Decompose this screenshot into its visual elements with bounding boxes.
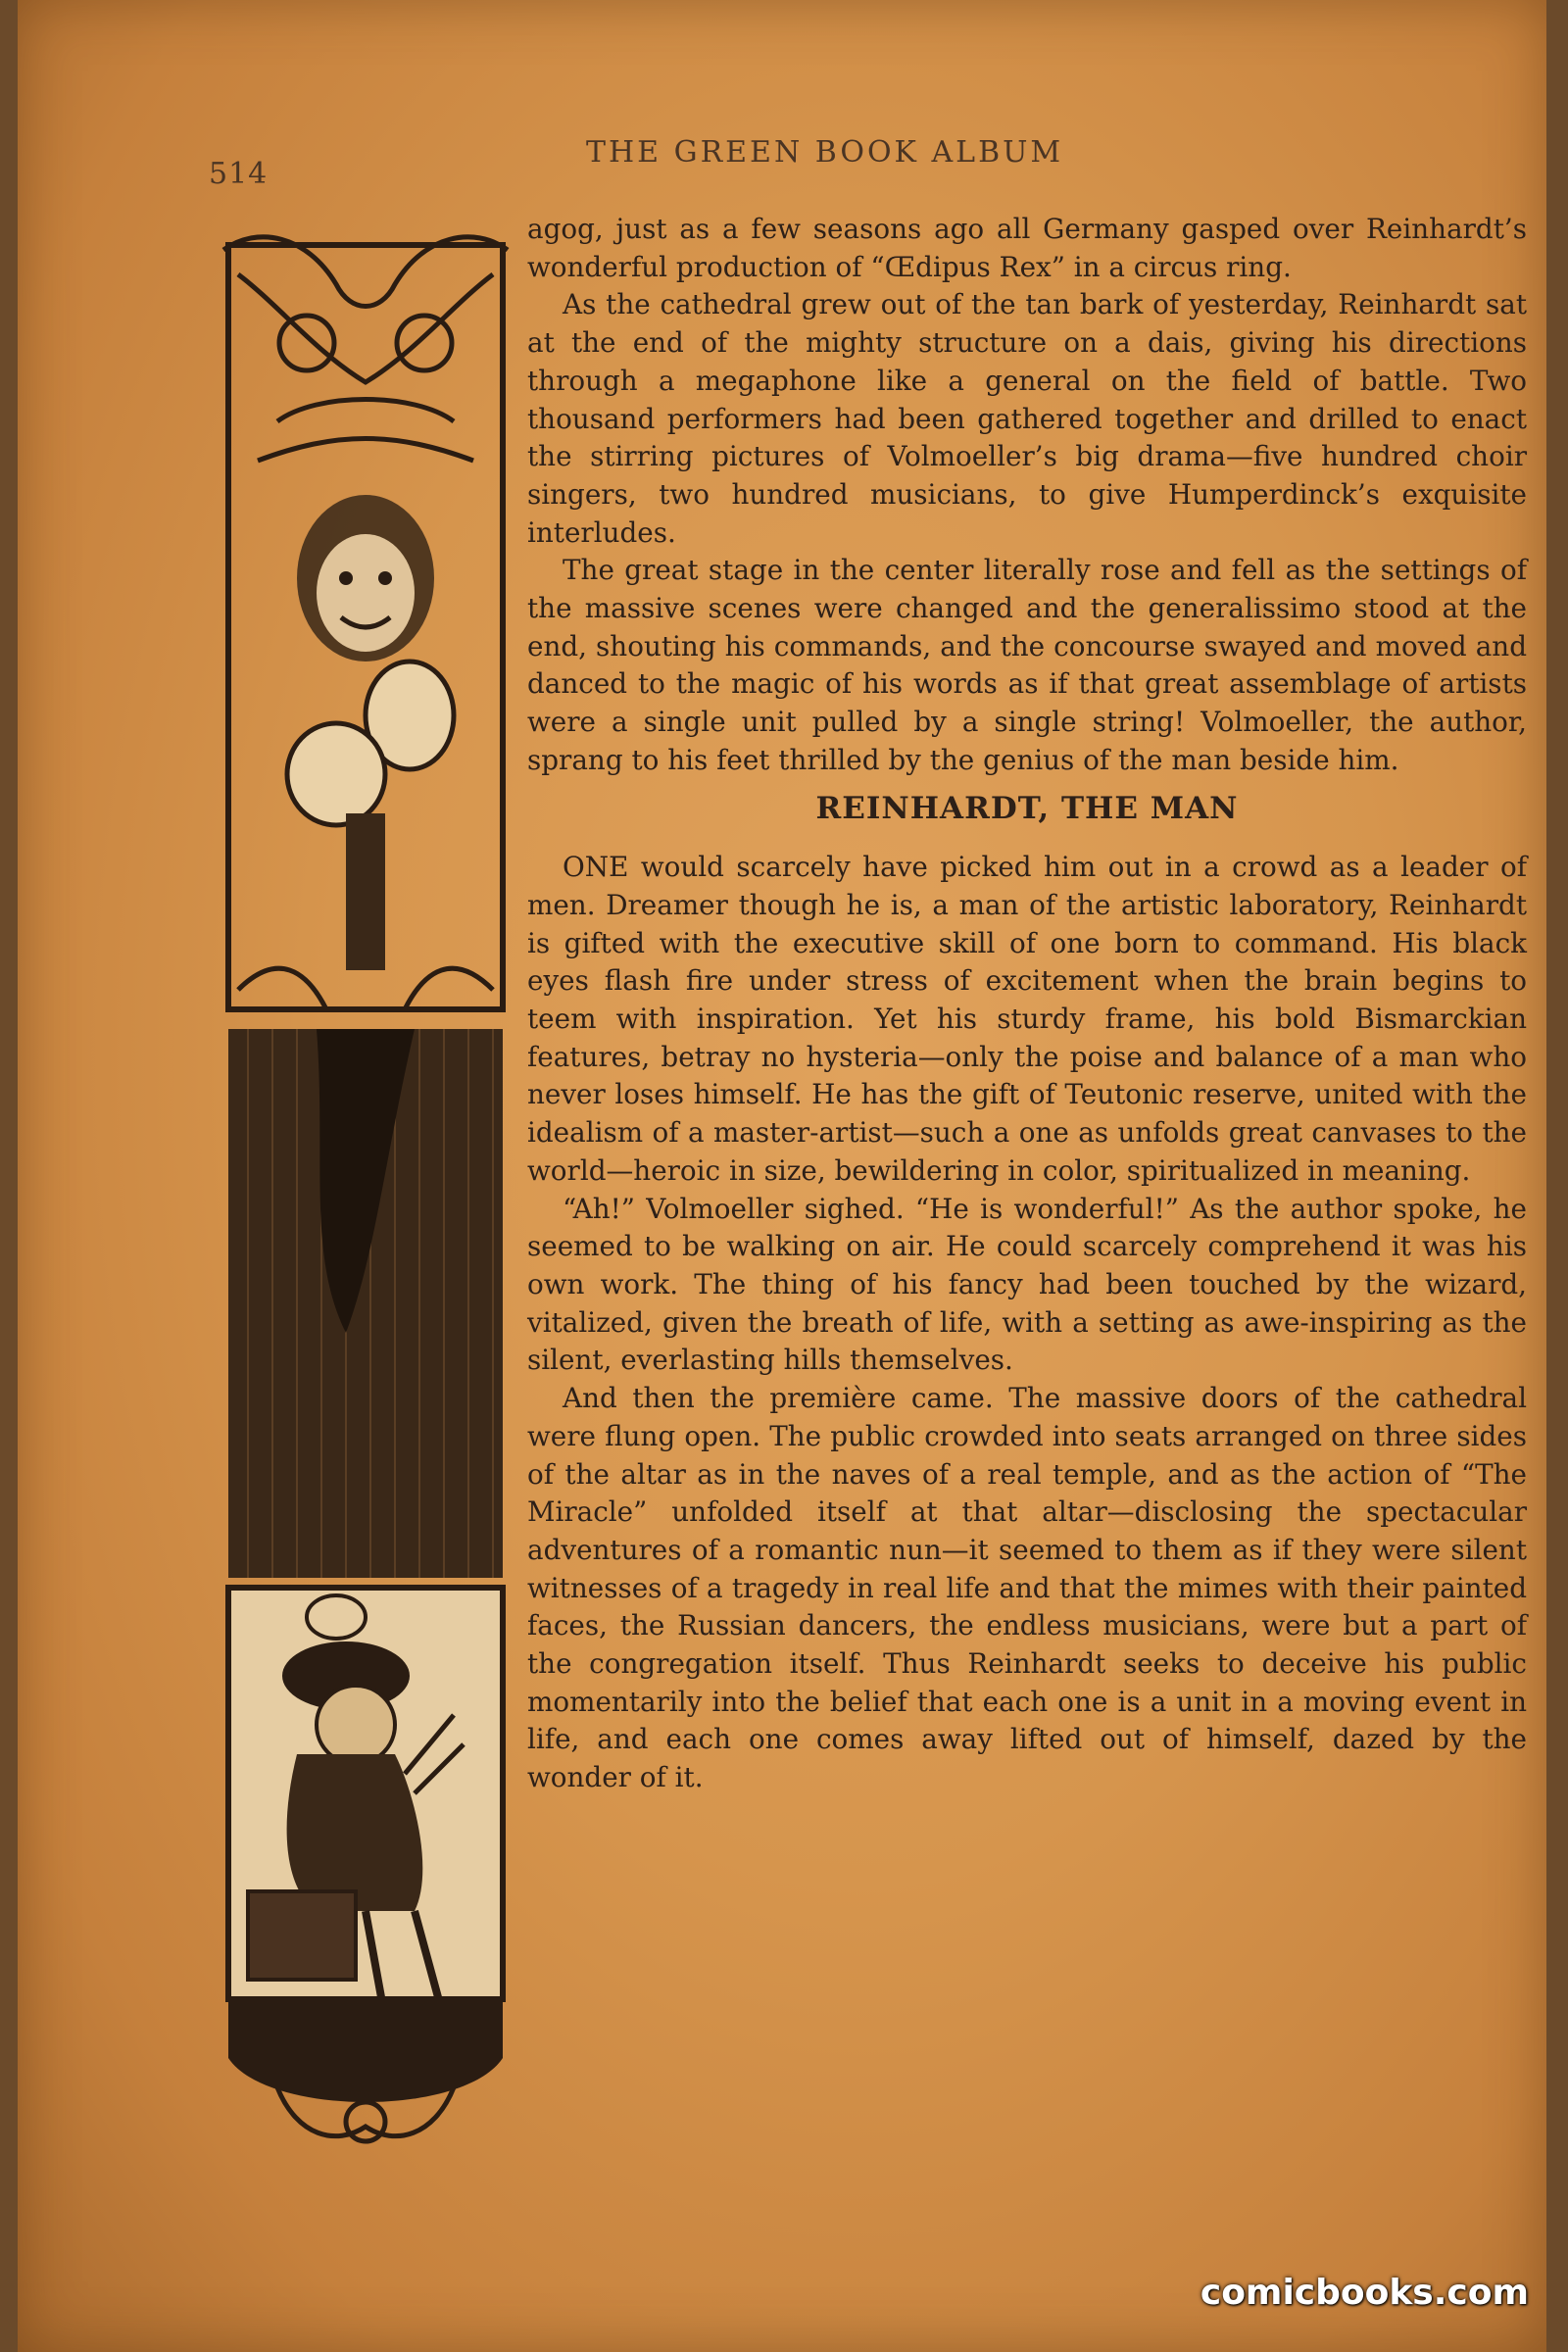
section-heading: REINHARDT, THE MAN: [815, 790, 1239, 826]
article-text: [527, 211, 1527, 1797]
running-head: THE GREEN BOOK ALBUM: [586, 135, 1064, 170]
page-number: 514: [209, 157, 269, 191]
site-watermark: comicbooks.com: [1200, 2273, 1529, 2313]
book-page: [18, 0, 1546, 2352]
paragraph: ONE would scarcely have picked him out in a crowd as a leader of men. Dreamer though he is, a man of the artistic laboratory, Reinhardt is gifted with the executive skill of one born to command. His black eyes flash fire under stress of excitement when the brain begins to teem with inspiration. Yet his sturdy frame, his bold Bismarckian features, betray no hysteria—only the poise and balance of a man who never loses himself. He has the gift of Teutonic reserve, united with the idealism of a master-artist—such a one as unfolds great canvases to the world—heroic in size, bewildering in color, spiritualized in meaning.: [527, 851, 1527, 1187]
paragraph: As the cathedral grew out of the tan bark of yesterday, Reinhardt sat at the end of the mighty structure on a dais, giving his directions through a megaphone like a general on the field of battle. Two thousand performers had been gathered together and drilled to enact the stirring pictures of Volmoeller’s big drama—five hundred choir singers, two hundred musicians, to give Humperdinck’s exquisite interludes.: [527, 288, 1527, 549]
decorative-border-illustration: [219, 225, 513, 2151]
paragraph: And then the première came. The massive doors of the cathedral were flung open. The public crowded into seats arranged on three sides of the altar as in the naves of a real temple, and as the action of “The Miracle” unfolded itself at that altar—disclosing the spectacular adventures of a romantic nun—it seemed to them as if they were silent witnesses of a tragedy in real life and that the mimes with their painted faces, the Russian dancers, the endless musicians, were but a part of the congregation itself. Thus Reinhardt seeks to deceive his public momentarily into the belief that each one is a unit in a moving event in life, and each one comes away lifted out of himself, dazed by the wonder of it.: [527, 1382, 1527, 1794]
paragraph: agog, just as a few seasons ago all Germany gasped over Reinhardt’s wonderful production of “Œdipus Rex” in a circus ring.: [527, 213, 1527, 283]
paragraph: “Ah!” Volmoeller sighed. “He is wonderful!” As the author spoke, he seemed to be walking on air. He could scarcely comprehend it was his own work. The thing of his fancy had been touched by the wizard, vitalized, given the breath of life, with a setting as awe-inspiring as the silent, everlasting hills themselves.: [527, 1192, 1527, 1377]
paragraph: The great stage in the center literally rose and fell as the settings of the massive scenes were changed and the generalissimo stood at the end, shouting his commands, and the concourse swayed and moved and danced to the magic of his words as if that great assemblage of artists were a single unit pulled by a single string! Volmoeller, the author, sprang to his feet thrilled by the genius of the man beside him.: [527, 554, 1527, 776]
